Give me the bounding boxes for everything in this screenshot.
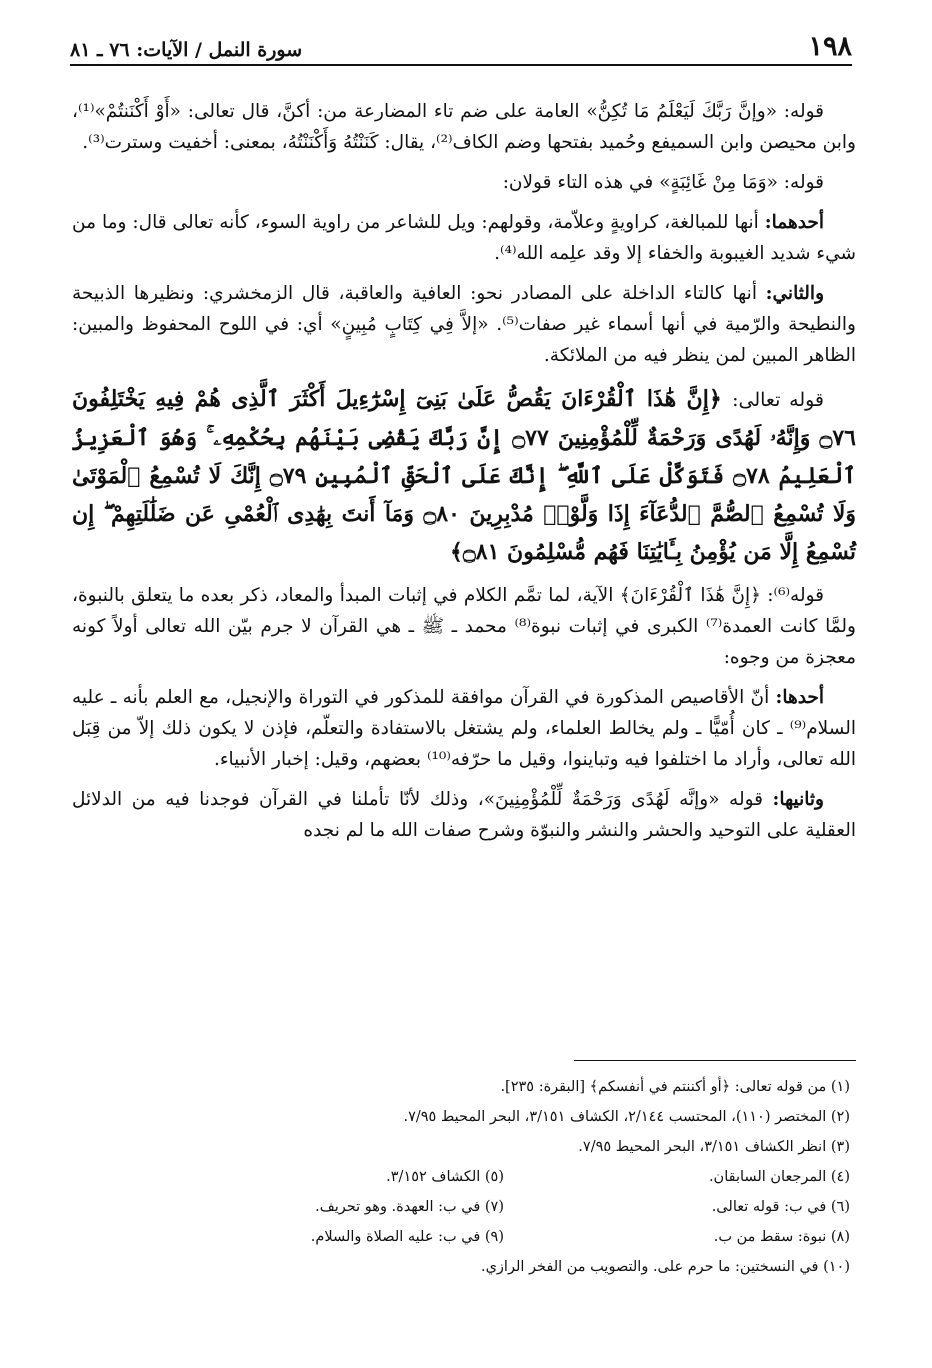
paragraph-7-text: قوله «وإنَّه لَهُدًى وَرَحْمَةٌ لِّلْمُؤْمِنِينَ»، وذلك لأنّا تأملنا في القرآن فوجدنا فيه من الدلائل العقلية على التوحيد والحشر والنشر والنبوّة وشرح صفات الله ما لم نجده	[72, 789, 856, 841]
footnote-2: (٢) المختصر (١١٠)، المحتسب ٢/١٤٤، الكشاف ٣/١٥١، البحر المحيط ٧/٩٥.	[403, 1109, 850, 1125]
paragraph-3	[72, 207, 856, 269]
paragraph-4	[72, 278, 856, 371]
footnote-9: (٩) في ب: عليه الصلاة والسلام.	[310, 1229, 504, 1245]
footnote-10: (١٠) في النسختين: ما حرم على. والتصويب من الفخر الرازي.	[480, 1259, 850, 1275]
footnotes	[72, 1072, 850, 1282]
footnote-3: (٣) انظر الكشاف ٣/١٥١، البحر المحيط ٧/٩٥.	[578, 1139, 850, 1155]
footnote-row	[72, 1102, 850, 1132]
footnote-row	[72, 1072, 850, 1102]
footnote-7: (٧) في ب: العهدة. وهو تحريف.	[315, 1199, 504, 1215]
footnote-row	[72, 1192, 850, 1222]
quran-text: ﴿إِنَّ هَٰذَا ٱلْقُرْءَانَ يَقُصُّ عَلَىٰ بَنِىٓ إِسْرَٰٓءِيلَ أَكْثَرَ ٱلَّذِى هُمْ فِيهِ يَخْتَلِفُونَ ۝٧٦ وَإِنَّهُۥ لَهُدًى وَرَحْمَةٌ لِّلْمُؤْمِنِينَ ۝٧٧ إِنَّ رَبَّكَ يَقْضِى بَيْنَهُم بِحُكْمِهِۦ ۚ وَهُوَ ٱلْعَزِيزُ ٱلْعَلِيمُ ۝٧٨ فَتَوَكَّلْ عَلَى ٱللَّهِ ۖ إِنَّكَ عَلَى ٱلْحَقِّ ٱلْمُبِينِ ۝٧٩ إِنَّكَ لَا تُسْمِعُ ٱلْمَوْتَىٰ وَلَا تُسْمِعُ ٱلصُّمَّ ٱلدُّعَآءَ إِذَا وَلَّوْا۟ مُدْبِرِينَ ۝٨٠ وَمَآ أَنتَ بِهَٰدِى ٱلْعُمْىِ عَن ضَلَٰلَتِهِمْ ۖ إِن تُسْمِعُ إِلَّا مَن يُؤْمِنُ بِـَٔايَٰتِنَا فَهُم مُّسْلِمُونَ ۝٨١﴾	[72, 386, 856, 565]
footnote-6: (٦) في ب: قوله تعالى.	[711, 1199, 850, 1215]
footnote-row	[72, 1162, 850, 1192]
footnote-row	[72, 1132, 850, 1162]
paragraph-7	[72, 784, 856, 846]
footnote-4: (٤) المرجعان السابقان.	[708, 1169, 850, 1185]
paragraph-3-lead: أحدهما:	[764, 212, 824, 233]
paragraph-6	[72, 682, 856, 775]
paragraph-5: قوله⁽⁶⁾: ﴿إِنَّ هَٰذَا ٱلْقُرْءَانَ﴾ الآية، لما تمَّم الكلام في إثبات المبدأ والمعاد، ذكر بعده ما يتعلق بالنبوة، ولمَّا كانت العمدة⁽⁷⁾ الكبرى في إثبات نبوة⁽⁸⁾ محمد ـ ﷺ ـ هي القرآن لا جرم بيّن الله تعالى أولاً كونه معجزة من وجوه:	[72, 585, 856, 668]
footnote-5: (٥) الكشاف ٣/١٥٢.	[386, 1169, 504, 1185]
paragraph-6-text: أنّ الأقاصيص المذكورة في القرآن موافقة للمذكور في التوراة والإنجيل، مع العلم بأنه ـ عليه السلام⁽⁹⁾ ـ كان أُمّيًّا ـ ولم يخالط العلماء، ولم يشتغل بالاستفادة والتعلّم، فإذن لا يكون ذلك إلاّ من قِبَل الله تعالى، وأراد ما اختلفوا فيه وتباينوا، وقيل ما حرّفه⁽¹⁰⁾ بعضهم، وقيل: إخبار الأنبياء.	[72, 687, 856, 770]
page-number: ١٩٨	[808, 31, 852, 62]
footnote-row	[72, 1252, 850, 1282]
paragraph-4-lead: والثاني:	[765, 283, 824, 304]
footnote-divider	[574, 1060, 856, 1061]
paragraph-3-text: أنها للمبالغة، كراويةٍ وعلاّمة، وقولهم: ويل للشاعر من راوية السوء، كأنه تعالى قال: وما من شيء شديد الغيبوبة والخفاء إلا وقد علِمه الله⁽⁴⁾.	[72, 212, 856, 264]
paragraph-2: قوله: «وَمَا مِنْ غَائِبَةٍ» في هذه التاء قولان:	[502, 172, 824, 193]
page-header	[70, 22, 852, 66]
paragraph-7-lead: وثانيها:	[772, 789, 824, 810]
footnote-8: (٨) نبوة: سقط من ب.	[713, 1229, 850, 1245]
quran-intro: قوله تعالى:	[732, 389, 825, 411]
paragraph-4-text: أنها كالتاء الداخلة على المصادر نحو: العافية والعاقبة، قال الزمخشري: ونظيرها الذبيحة والنطيحة والرّمية في أنها أسماء غير صفات⁽⁵⁾. «إلاَّ فِي كِتَابٍ مُبِينٍ» أي: في اللوح المحفوظ والمبين: الظاهر المبين لمن ينظر فيه من الملائكة.	[72, 283, 856, 366]
footnote-1: (١) من قوله تعالى: ﴿أو أكننتم في أنفسكم﴾ [البقرة: ٢٣٥].	[500, 1079, 850, 1095]
paragraph-6-lead: أحدها:	[775, 687, 824, 708]
paragraph-1: قوله: «وإنَّ رَبَّكَ لَيَعْلَمُ مَا تُكِنُّ» العامة على ضم تاء المضارعة من: أكنَّ، قال تعالى: «أَوْ أَكْنَنتُمْ»⁽¹⁾، وابن محيصن وابن السميفع وحُميد بفتحها وضم الكاف⁽²⁾، يقال: كَنَنْتُهُ وَأَكْنَنْتُهُ، بمعنى: أخفيت وسترت⁽³⁾.	[72, 101, 856, 153]
footnote-row	[72, 1222, 850, 1252]
main-text	[72, 96, 856, 855]
running-title: سورة النمل / الآيات: ٧٦ ـ ٨١	[70, 39, 303, 61]
quran-verses	[72, 380, 856, 571]
